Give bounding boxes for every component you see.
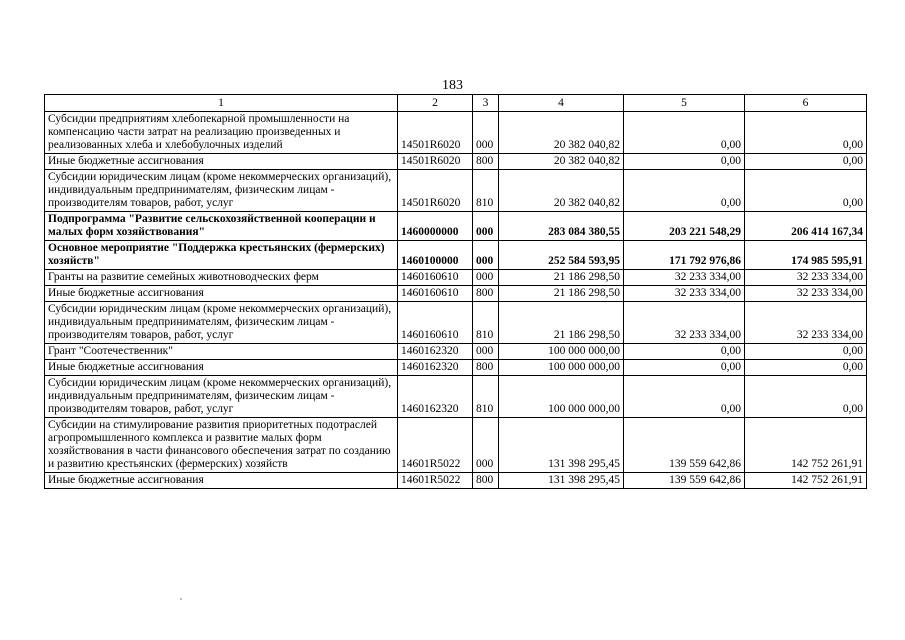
row-type-cell: 000 [473, 418, 499, 473]
row-type-cell: 800 [473, 360, 499, 376]
row-name-cell: Подпрограмма "Развитие сельскохозяйственной кооперации и малых форм хозяйствования" [45, 212, 398, 241]
row-value-col4-cell: 21 186 298,50 [499, 270, 624, 286]
row-value-col4-cell: 131 398 295,45 [499, 473, 624, 489]
table-row [45, 286, 867, 302]
row-value-col4-cell: 20 382 040,82 [499, 112, 624, 154]
row-name-cell: Основное мероприятие "Поддержка крестьянских (фермерских) хозяйств" [45, 241, 398, 270]
table-row [45, 376, 867, 418]
table-row [45, 154, 867, 170]
row-value-col6-cell: 0,00 [745, 154, 867, 170]
row-value-col6-cell: 0,00 [745, 344, 867, 360]
row-value-col5-cell: 203 221 548,29 [624, 212, 745, 241]
row-type-cell: 000 [473, 270, 499, 286]
table-row [45, 344, 867, 360]
row-name-cell: Субсидии юридическим лицам (кроме некоммерческих организаций), индивидуальным предпринимателям, физическим лицам - производителям товаров, работ, услуг [45, 170, 398, 212]
row-value-col4-cell: 21 186 298,50 [499, 286, 624, 302]
table-header-row [45, 95, 867, 112]
row-value-col4-cell: 131 398 295,45 [499, 418, 624, 473]
row-code-cell: 1460162320 [398, 360, 473, 376]
column-header: 6 [745, 95, 867, 112]
row-value-col4-cell: 20 382 040,82 [499, 154, 624, 170]
column-header: 3 [473, 95, 499, 112]
row-type-cell: 800 [473, 286, 499, 302]
row-type-cell: 000 [473, 212, 499, 241]
table-row [45, 270, 867, 286]
row-type-cell: 000 [473, 112, 499, 154]
row-type-cell: 800 [473, 473, 499, 489]
row-code-cell: 1460160610 [398, 286, 473, 302]
row-code-cell: 1460162320 [398, 376, 473, 418]
column-header: 4 [499, 95, 624, 112]
row-name-cell: Субсидии предприятиям хлебопекарной промышленности на компенсацию части затрат на реализацию произведенных и реализованных хлеба и хлебобулочных изделий [45, 112, 398, 154]
row-code-cell: 1460100000 [398, 241, 473, 270]
row-name-cell: Иные бюджетные ассигнования [45, 154, 398, 170]
row-value-col6-cell: 0,00 [745, 360, 867, 376]
table-row [45, 112, 867, 154]
row-name-cell: Гранты на развитие семейных животноводческих ферм [45, 270, 398, 286]
row-value-col5-cell: 0,00 [624, 112, 745, 154]
row-value-col4-cell: 283 084 380,55 [499, 212, 624, 241]
table-row [45, 170, 867, 212]
row-name-cell: Иные бюджетные ассигнования [45, 473, 398, 489]
table-row [45, 473, 867, 489]
row-code-cell: 14601R5022 [398, 473, 473, 489]
row-value-col6-cell: 32 233 334,00 [745, 302, 867, 344]
row-value-col5-cell: 32 233 334,00 [624, 270, 745, 286]
row-name-cell: Субсидии юридическим лицам (кроме некоммерческих организаций), индивидуальным предпринимателям, физическим лицам - производителям товаров, работ, услуг [45, 302, 398, 344]
table-row [45, 360, 867, 376]
row-name-cell: Субсидии юридическим лицам (кроме некоммерческих организаций), индивидуальным предпринимателям, физическим лицам - производителям товаров, работ, услуг [45, 376, 398, 418]
column-header: 1 [45, 95, 398, 112]
column-header: 5 [624, 95, 745, 112]
row-value-col5-cell: 171 792 976,86 [624, 241, 745, 270]
row-value-col4-cell: 20 382 040,82 [499, 170, 624, 212]
row-value-col5-cell: 139 559 642,86 [624, 473, 745, 489]
table-row [45, 302, 867, 344]
row-value-col6-cell: 0,00 [745, 112, 867, 154]
row-name-cell: Грант "Соотечественник" [45, 344, 398, 360]
row-value-col6-cell: 32 233 334,00 [745, 286, 867, 302]
row-value-col5-cell: 139 559 642,86 [624, 418, 745, 473]
row-type-cell: 810 [473, 170, 499, 212]
row-type-cell: 800 [473, 154, 499, 170]
row-value-col4-cell: 21 186 298,50 [499, 302, 624, 344]
row-value-col6-cell: 174 985 595,91 [745, 241, 867, 270]
row-code-cell: 1460162320 [398, 344, 473, 360]
row-value-col4-cell: 100 000 000,00 [499, 376, 624, 418]
row-type-cell: 810 [473, 302, 499, 344]
row-name-cell: Субсидии на стимулирование развития приоритетных подотраслей агропромышленного комплекса и развитие малых форм хозяйствования в части финансового обеспечения затрат по созданию и развитию крестьянских (фермерских) хозяйств [45, 418, 398, 473]
row-value-col4-cell: 100 000 000,00 [499, 360, 624, 376]
row-type-cell: 000 [473, 344, 499, 360]
row-value-col5-cell: 0,00 [624, 344, 745, 360]
row-value-col4-cell: 252 584 593,95 [499, 241, 624, 270]
row-value-col6-cell: 142 752 261,91 [745, 418, 867, 473]
row-value-col5-cell: 32 233 334,00 [624, 302, 745, 344]
row-value-col5-cell: 0,00 [624, 154, 745, 170]
row-value-col6-cell: 0,00 [745, 376, 867, 418]
row-code-cell: 1460160610 [398, 302, 473, 344]
row-value-col6-cell: 206 414 167,34 [745, 212, 867, 241]
row-code-cell: 14501R6020 [398, 170, 473, 212]
budget-table [44, 94, 867, 489]
row-value-col5-cell: 0,00 [624, 376, 745, 418]
scan-speck [180, 598, 182, 600]
table-body [45, 112, 867, 489]
row-value-col6-cell: 142 752 261,91 [745, 473, 867, 489]
row-type-cell: 000 [473, 241, 499, 270]
row-value-col6-cell: 0,00 [745, 170, 867, 212]
row-code-cell: 14601R5022 [398, 418, 473, 473]
row-code-cell: 14501R6020 [398, 154, 473, 170]
row-code-cell: 14501R6020 [398, 112, 473, 154]
column-header: 2 [398, 95, 473, 112]
row-value-col5-cell: 0,00 [624, 360, 745, 376]
row-value-col5-cell: 32 233 334,00 [624, 286, 745, 302]
page-number: 183 [442, 78, 463, 93]
row-value-col5-cell: 0,00 [624, 170, 745, 212]
row-name-cell: Иные бюджетные ассигнования [45, 286, 398, 302]
row-code-cell: 1460000000 [398, 212, 473, 241]
table-row [45, 241, 867, 270]
table-row [45, 418, 867, 473]
row-value-col6-cell: 32 233 334,00 [745, 270, 867, 286]
row-value-col4-cell: 100 000 000,00 [499, 344, 624, 360]
table-row [45, 212, 867, 241]
row-type-cell: 810 [473, 376, 499, 418]
row-code-cell: 1460160610 [398, 270, 473, 286]
row-name-cell: Иные бюджетные ассигнования [45, 360, 398, 376]
